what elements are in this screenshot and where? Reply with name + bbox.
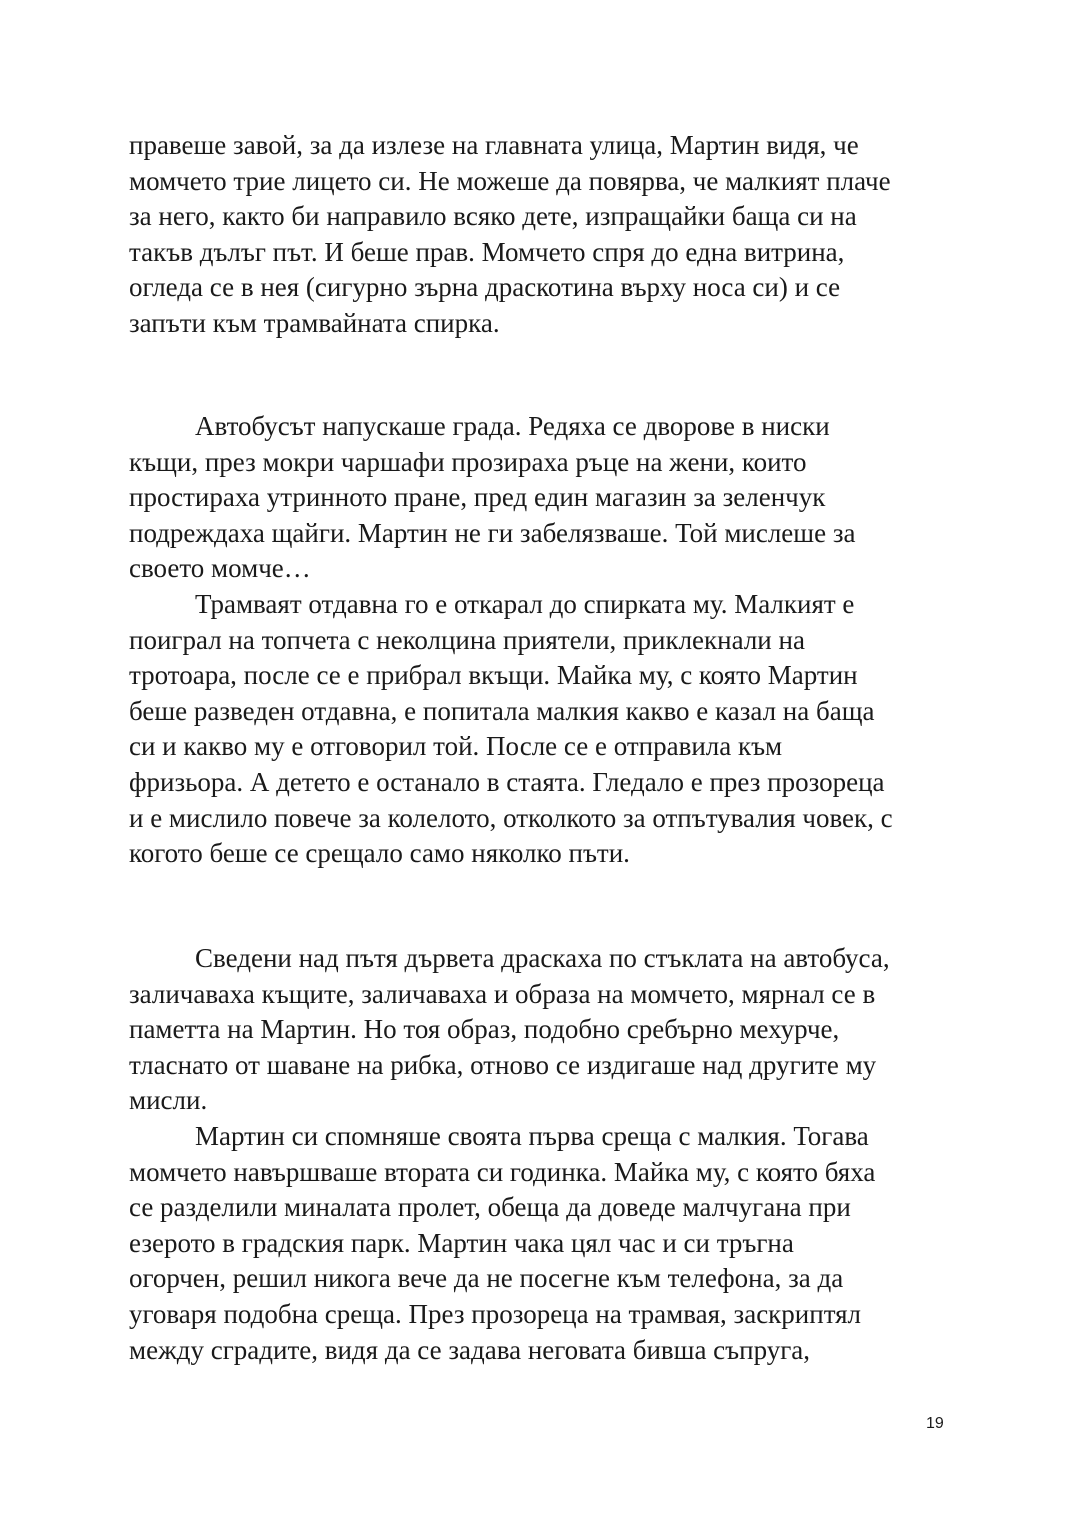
- page-number: 19: [926, 1415, 944, 1432]
- text-line: момчето навършваше втората си годинка. Майка му, с която бяха: [129, 1156, 876, 1187]
- text-line: такъв дълъг път. И беше прав. Момчето спря до една витрина,: [129, 236, 845, 267]
- text-line: езерото в градския парк. Мартин чака цял час и си тръгна: [129, 1227, 794, 1258]
- text-line: Мартин си спомняше своята първа среща с малкия. Тогава: [195, 1120, 869, 1151]
- paragraph: [129, 587, 951, 872]
- text-line: тласнато от шаване на рибка, отново се издигаше над другите му: [129, 1049, 877, 1080]
- text-line: мисли.: [129, 1085, 208, 1116]
- text-line: фризьора. А детето е останало в стаята. Гледало е през прозореца: [129, 766, 885, 797]
- text-line: Автобусът напускаше града. Редяха се дворове в ниски: [195, 411, 830, 441]
- text-line: огорчен, решил никога вече да не посегне към телефона, за да: [129, 1263, 844, 1294]
- text-line: Сведени над пътя дървета драскаха по стъклата на автобуса,: [195, 943, 890, 973]
- text-line: простираха утринното пране, пред един магазин за зеленчук: [129, 482, 826, 513]
- text-line: се разделили миналата пролет, обеща да доведе малчугана при: [129, 1192, 851, 1223]
- text-line: заличаваха къщите, заличаваха и образа на момчето, мярнал се в: [129, 978, 876, 1009]
- text-line: за него, както би направило всяко дете, изпращайки баща си на: [129, 201, 857, 232]
- text-line: беше разведен отдавна, е попитала малкия какво е казал на баща: [129, 695, 875, 726]
- text-line: си и какво му е отговорил той. После се е отправила към: [129, 731, 783, 762]
- text-line: тротоара, после се е прибрал вкъщи. Майка му, с която Мартин: [129, 660, 858, 691]
- text-line: запъти към трамвайната спирка.: [129, 307, 500, 338]
- text-line: между сградите, видя да се задава неговата бивша съпруга,: [129, 1334, 811, 1365]
- text-line: и е мислило повече за колелото, отколкото за отпътувалия човек, с: [129, 802, 893, 833]
- text-line: огледа се в нея (сигурно зърна драскотина върху носа си) и се: [129, 272, 841, 303]
- text-line: Трамваят отдавна го е откарал до спирката му. Малкият е: [195, 588, 855, 619]
- text-section-2: [129, 409, 951, 872]
- text-section-3: [129, 941, 951, 1368]
- paragraph: [129, 1119, 951, 1368]
- paragraph: [129, 941, 951, 1119]
- text-line: поиграл на топчета с неколцина приятели, приклекнали на: [129, 624, 805, 655]
- text-line: правеше завой, за да излезе на главната улица, Мартин видя, че: [129, 130, 859, 160]
- text-line: когото беше се срещало само няколко пъти.: [129, 838, 630, 869]
- text-section-1: [129, 128, 951, 342]
- text-line: къщи, през мокри чаршафи прозираха ръце на жени, които: [129, 446, 807, 477]
- text-line: паметта на Мартин. Но тоя образ, подобно сребърно мехурче,: [129, 1014, 840, 1045]
- paragraph: [129, 128, 951, 342]
- paragraph: [129, 409, 951, 587]
- text-line: уговаря подобна среща. През прозореца на трамвая, заскриптял: [129, 1298, 862, 1329]
- text-line: момчето трие лицето си. Не можеше да повярва, че малкият плаче: [129, 165, 891, 196]
- text-line: своето момче…: [129, 553, 311, 584]
- text-line: подреждаха щайги. Мартин не ги забелязваше. Той мислеше за: [129, 517, 856, 548]
